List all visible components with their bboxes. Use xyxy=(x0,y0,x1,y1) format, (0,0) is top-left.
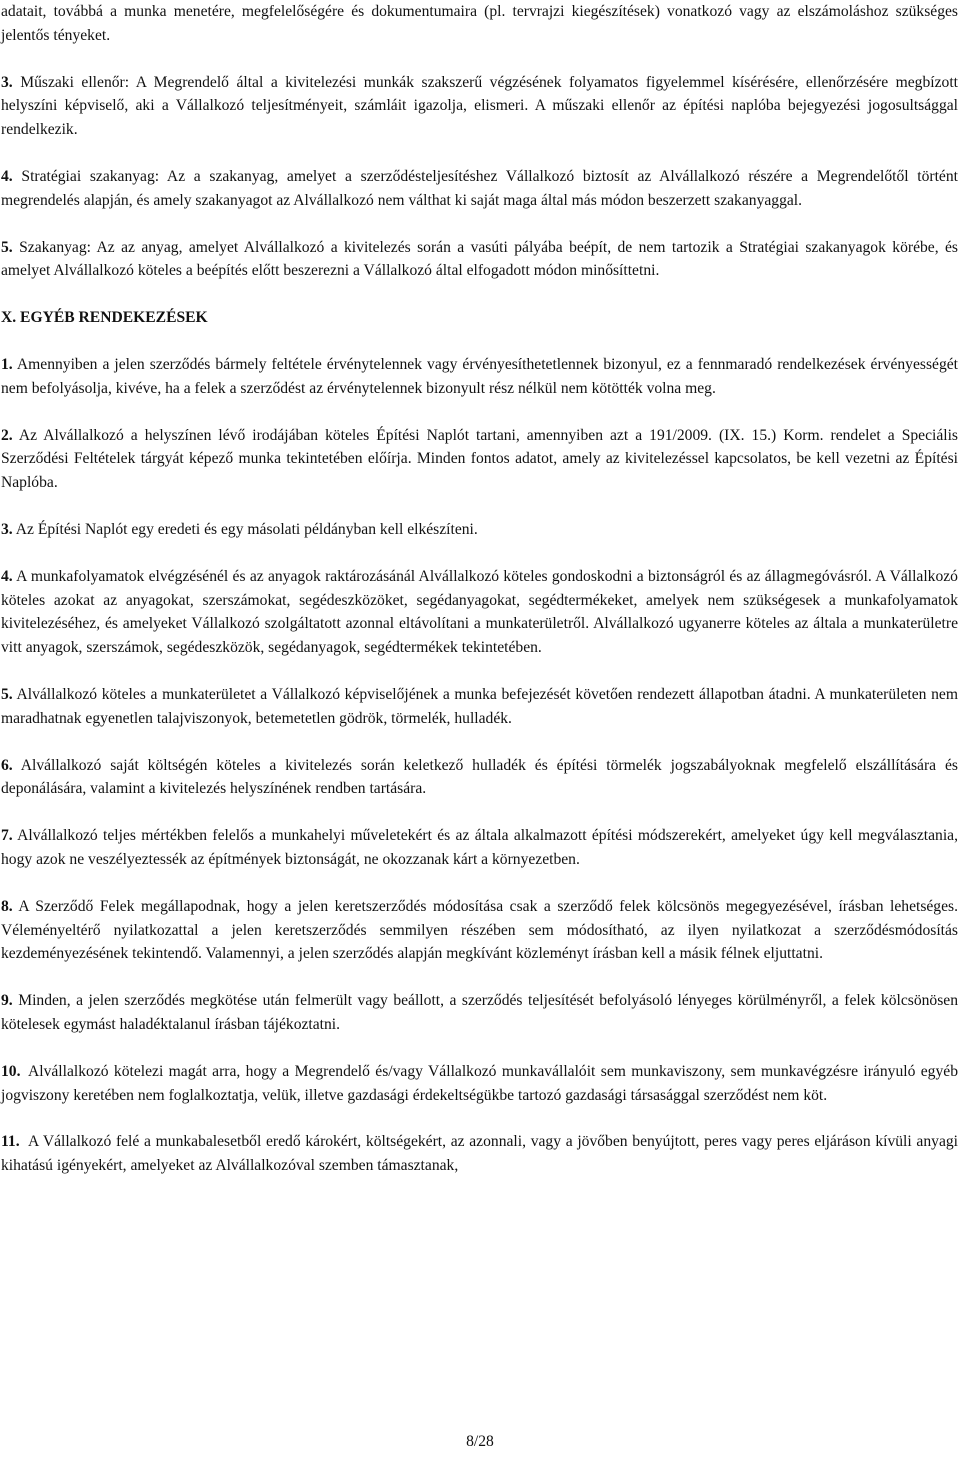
clause-text: Az Alvállalkozó a helyszínen lévő irodájában köteles Építési Naplót tartani, amennyiben azt a 191/2009. (IX. 15.) Korm. rendelet a Speciális Szerződési Feltételek tárgyát képező munka tekintetében előírja. Minden fontos adatot, amely az kivitelezéssel kapcsolatos, be kell vezetni az Építési Naplóba. xyxy=(1,426,958,492)
clause-text: Alvállalkozó köteles a munkaterületet a Vállalkozó képviselőjének a munka befejezését követően rendezett állapotban átadni. A munkaterületen nem maradhatnak egyenetlen talajviszonyok, betemetetlen gödrök, törmelék, hulladék. xyxy=(1,685,958,727)
section-heading: X. EGYÉB RENDEKEZÉSEK xyxy=(1,309,208,327)
clause-1 xyxy=(1,353,958,401)
clause-number: 1. xyxy=(1,355,13,373)
clause-number: 7. xyxy=(1,827,13,845)
definition-number: 5. xyxy=(1,238,13,256)
clause-9 xyxy=(1,989,958,1037)
clause-text: Alvállalkozó kötelezi magát arra, hogy a Megrendelő és/vagy Vállalkozó munkavállalóit sem munkaviszony, sem munkavégzésre irányuló egyéb jogviszony keretében nem foglalkoztatja, velük, illetve gazdasági érdekeltségükbe tartozó gazdasági társasággal szerződést nem köt. xyxy=(1,1062,958,1104)
clause-text: A Szerződő Felek megállapodnak, hogy a jelen keretszerződés módosítása csak a szerződő felek kölcsönös megegyezésével, írásban lehetséges. Véleményeltérő nyilatkozattal a jelen keretszerződés semmilyen részében sem módosítható, az ilyen nyilatkozat a szerződésmódosítás kezdeményezésének tekintendő. Valamennyi, a jelen szerződés alapján megkívánt közleményt írásban kell a másik félnek eljuttatni. xyxy=(1,897,958,963)
clause-text: A Vállalkozó felé a munkabalesetből eredő károkért, költségekért, az azonnali, vagy a jövőben benyújtott, peres vagy peres eljáráson kívüli anyagi kihatású igényekért, amelyeket az Alvállalkozóval szemben támasztanak, xyxy=(1,1133,958,1175)
clause-text: Alvállalkozó saját költségén köteles a kivitelezés során keletkező hulladék és építési törmelék jogszabályoknak megfelelő elszállítására és deponálására, valamint a kivitelezés helyszínének rendben tartására. xyxy=(1,756,958,798)
definition-text: Műszaki ellenőr: A Megrendelő által a kivitelezési munkák szakszerű végzésének folyamatos figyelemmel kísérésére, ellenőrzésére megbízott helyszíni képviselő, aki a Vállalkozó teljesítményeit, számláit igazolja, elismeri. A műszaki ellenőr az építési naplóba bejegyezési jogosultsággal rendelkezik. xyxy=(1,73,958,139)
clause-7 xyxy=(1,824,958,872)
definition-text: Szakanyag: Az az anyag, amelyet Alvállalkozó a kivitelezés során a vasúti pályába beépít, de nem tartozik a Stratégiai szakanyagok körébe, és amelyet Alvállalkozó köteles a beépítés előtt beszerezni a Vállalkozó által elfogadott módon minősíttetni. xyxy=(1,238,958,280)
definition-4 xyxy=(1,165,958,213)
clause-2 xyxy=(1,424,958,495)
clause-number: 6. xyxy=(1,756,13,774)
clause-8 xyxy=(1,895,958,966)
intro-paragraph: adatait, továbbá a munka menetére, megfelelőségére és dokumentumaira (pl. tervrajzi kiegészítések) vonatkozó vagy az elszámoláshoz szükséges jelentős tényeket. xyxy=(1,3,958,44)
clause-number: 3. xyxy=(1,520,13,538)
definition-number: 4. xyxy=(1,167,13,185)
clause-11 xyxy=(1,1130,958,1178)
clause-text: Minden, a jelen szerződés megkötése után felmerült vagy beállott, a szerződés teljesítését befolyásoló lényeges körülményről, a felek kölcsönösen kötelesek egymást haladéktalanul írásban tájékoztatni. xyxy=(1,992,958,1033)
clause-text: Alvállalkozó teljes mértékben felelős a munkahelyi műveletekért és az általa alkalmazott építési módszerekért, amelyeket úgy kell megválasztania, hogy azok ne veszélyeztessék az építmények biztonságát, ne okozzanak kárt a környezetben. xyxy=(1,827,958,868)
clause-text: Amennyiben a jelen szerződés bármely feltétele érvénytelennek vagy érvényesíthetetlennek bizonyul, ez a fennmaradó rendelkezések érvényességét nem befolyásolja, kivéve, ha a felek a szerződést az érvénytelennek bizonyult rész nélkül nem kötötték volna meg. xyxy=(1,355,959,397)
definition-number: 3. xyxy=(1,73,13,91)
clause-4 xyxy=(1,565,958,660)
clause-number: 2. xyxy=(1,426,13,444)
clause-number: 11. xyxy=(1,1133,20,1151)
clause-10 xyxy=(1,1060,958,1108)
clause-number: 10. xyxy=(1,1062,21,1080)
definition-text: Stratégiai szakanyag: Az a szakanyag, amelyet a szerződésteljesítéshez Vállalkozó biztosít az Alvállalkozó részére a Megrendelőtől történt megrendelés alapján, és amely szakanyagot az Alvállalkozó nem válthat ki saját maga által más módon beszerzett szakanyaggal. xyxy=(1,167,958,209)
clause-number: 5. xyxy=(1,685,13,703)
definition-3 xyxy=(1,71,958,142)
clause-5 xyxy=(1,683,958,731)
clause-number: 8. xyxy=(1,897,13,915)
clause-6 xyxy=(1,754,958,802)
clause-text: A munkafolyamatok elvégzésénél és az anyagok raktározásánál Alvállalkozó köteles gondoskodni a biztonságról és az állagmegóvásról. A Vállalkozó köteles azokat az anyagokat, szerszámokat, segédeszközöket, segédanyagokat, segédtermékeket, amelyek nem szükségesek a munkafolyamatok kivitelezéséhez, és amelyeket Vállalkozó szolgáltatott azonnal eltávolítani a munkaterületről. Alvállalkozó ugyanerre köteles az általa a munkaterületre vitt anyagok, szerszámok, segédeszközök, segédanyagok, segédtermékek tekintetében. xyxy=(1,567,958,657)
clause-number: 4. xyxy=(1,567,13,585)
definition-5 xyxy=(1,236,958,284)
clause-3 xyxy=(1,518,958,542)
clause-number: 9. xyxy=(1,992,13,1010)
page-number: 8/28 xyxy=(466,1433,494,1450)
clause-text: Az Építési Naplót egy eredeti és egy másolati példányban kell elkészíteni. xyxy=(15,520,478,538)
